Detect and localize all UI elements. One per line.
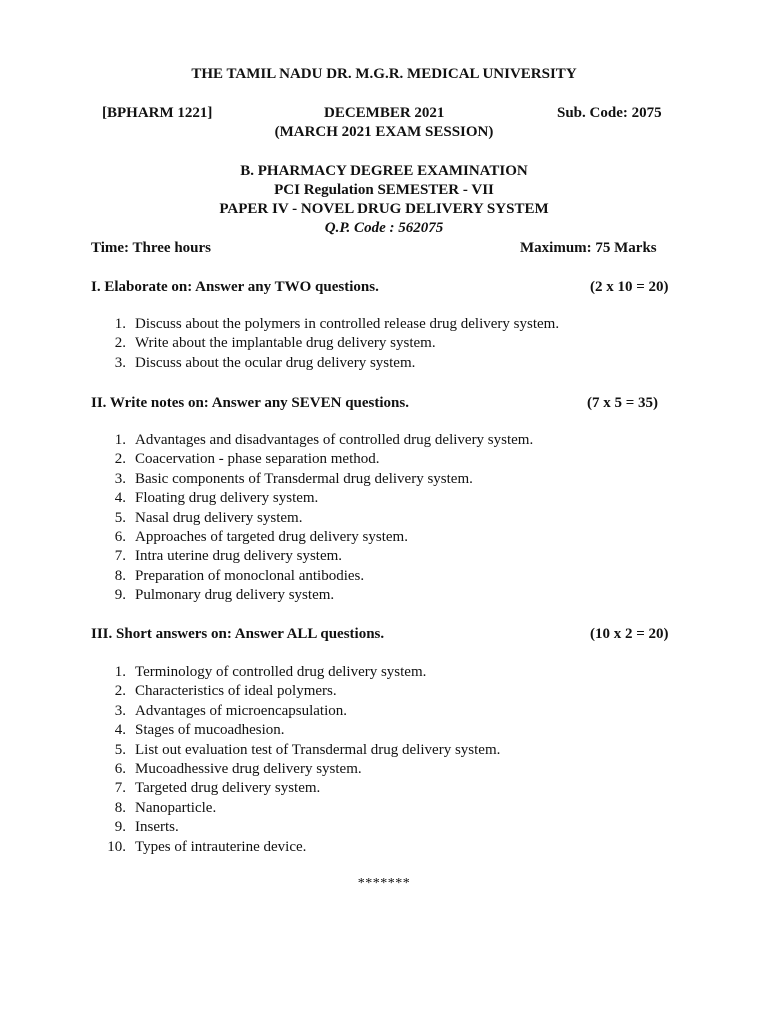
list-item: 1. Advantages and disadvantages of controlled drug delivery system. <box>114 432 534 448</box>
section-1-marks: (2 x 10 = 20) <box>590 279 669 295</box>
list-item: 2. Characteristics of ideal polymers. <box>114 683 337 700</box>
list-item: 5. List out evaluation test of Transdermal drug delivery system. <box>114 741 501 758</box>
list-item: 8. Preparation of monoclonal antibodies. <box>114 567 365 584</box>
list-item: 4. Stages of mucoadhesion. <box>114 722 285 739</box>
list-item: 7. Targeted drug delivery system. <box>114 780 321 797</box>
exam-month-year: DECEMBER 2021 <box>324 105 445 121</box>
section-2-question-list <box>104 431 533 606</box>
list-item: 3. Basic components of Transdermal drug delivery system. <box>114 470 473 487</box>
list-item: 3. Discuss about the ocular drug delivery system. <box>114 354 416 371</box>
exam-session: (MARCH 2021 EXAM SESSION) <box>274 124 494 140</box>
course-code: [BPHARM 1221] <box>102 105 213 121</box>
section-2-heading: II. Write notes on: Answer any SEVEN questions. <box>91 395 409 411</box>
section-2-marks: (7 x 5 = 35) <box>587 395 659 411</box>
list-item: 7. Intra uterine drug delivery system. <box>114 548 343 565</box>
university-title: THE TAMIL NADU DR. M.G.R. MEDICAL UNIVERSITY <box>191 66 577 82</box>
list-item: 8. Nanoparticle. <box>114 799 217 816</box>
list-item: 6. Mucoadhessive drug delivery system. <box>114 761 362 778</box>
list-item: 6. Approaches of targeted drug delivery system. <box>114 529 408 546</box>
section-3-question-list <box>104 663 500 857</box>
list-item: 4. Floating drug delivery system. <box>114 490 319 507</box>
paper-title: PAPER IV - NOVEL DRUG DELIVERY SYSTEM <box>219 201 549 217</box>
list-item: 2. Coacervation - phase separation method. <box>114 451 380 468</box>
list-item: 9. Pulmonary drug delivery system. <box>114 587 335 604</box>
end-of-paper-mark: ******* <box>357 876 411 891</box>
section-3-marks: (10 x 2 = 20) <box>590 626 669 642</box>
list-item: 3. Advantages of microencapsulation. <box>114 702 348 719</box>
exam-duration: Time: Three hours <box>91 240 212 256</box>
qp-code: Q.P. Code : 562075 <box>324 220 444 236</box>
list-item: 10. Types of intrauterine device. <box>107 838 307 855</box>
section-1-heading: I. Elaborate on: Answer any TWO questions. <box>91 279 379 295</box>
list-item: 9. Inserts. <box>114 819 179 836</box>
list-item: 1. Terminology of controlled drug delivery system. <box>114 664 427 680</box>
list-item: 2. Write about the implantable drug delivery system. <box>114 335 436 352</box>
subject-code: Sub. Code: 2075 <box>557 105 662 121</box>
section-1-question-list <box>104 315 559 373</box>
list-item: 5. Nasal drug delivery system. <box>114 509 303 526</box>
regulation-semester: PCI Regulation SEMESTER - VII <box>274 182 494 198</box>
section-3-heading: III. Short answers on: Answer ALL questions. <box>91 626 385 642</box>
list-item: 1. Discuss about the polymers in controlled release drug delivery system. <box>114 316 560 332</box>
maximum-marks: Maximum: 75 Marks <box>520 240 657 256</box>
exam-title: B. PHARMACY DEGREE EXAMINATION <box>240 163 528 179</box>
